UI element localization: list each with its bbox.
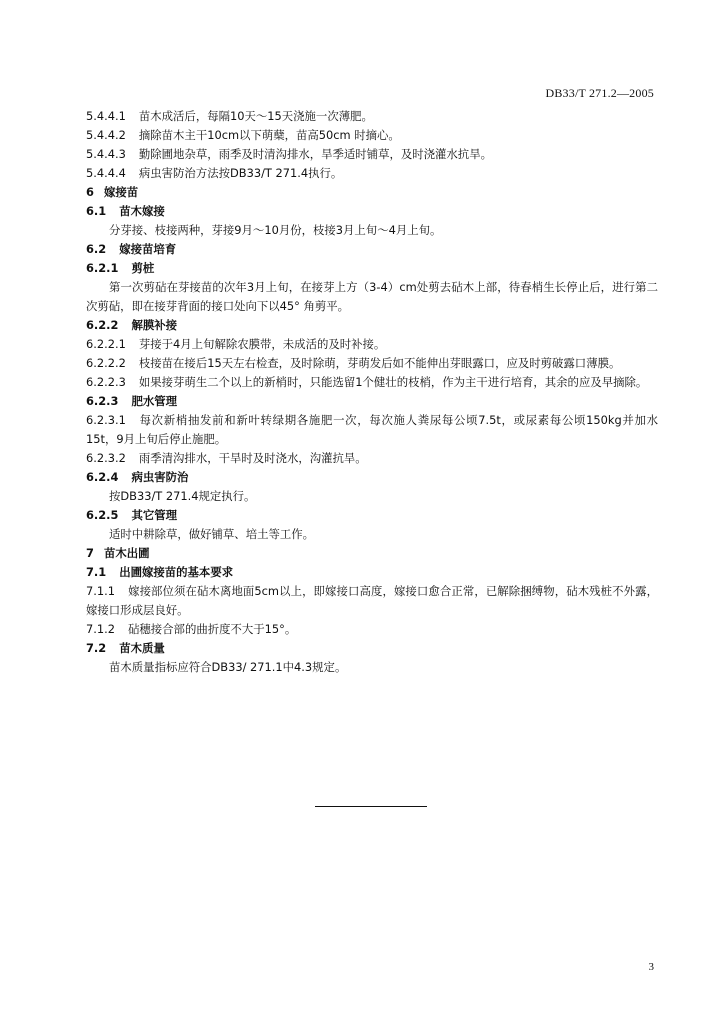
- section-number: 7.1: [86, 565, 107, 579]
- clause-text: 每次新梢抽发前和新叶转绿期各施肥一次，每次施人粪尿每公顷7.5t，或尿素每公顷150kg并加水15t，9月上旬后停止施肥。: [86, 413, 658, 446]
- end-rule: [315, 806, 427, 807]
- paragraph-6-2-4: 按DB33/T 271.4规定执行。: [109, 489, 256, 503]
- section-heading-6: [86, 183, 658, 202]
- clause-7-1-1: [86, 582, 658, 620]
- section-heading-7: [86, 544, 658, 563]
- clause-number: 5.4.4.2: [86, 128, 126, 142]
- clause-5-4-4-2: [86, 126, 658, 145]
- clause-text: 病虫害防治方法按DB33/T 271.4执行。: [138, 166, 343, 180]
- clause-text: 砧穗接合部的曲折度不大于15°。: [127, 622, 297, 636]
- clause-number: 5.4.4.3: [86, 147, 126, 161]
- section-heading-6-2-2: [86, 316, 658, 335]
- clause-5-4-4-1: [86, 107, 658, 126]
- section-title: 嫁接苗: [103, 185, 139, 199]
- section-heading-6-2-3: [86, 392, 658, 411]
- section-title: 病虫害防治: [131, 470, 189, 484]
- paragraph-6-2-5: 适时中耕除草，做好铺草、培土等工作。: [109, 527, 315, 541]
- section-number: 6.2.3: [86, 394, 119, 408]
- section-heading-6-1: [86, 202, 658, 221]
- clause-text: 芽接于4月上旬解除农膜带，未成活的及时补接。: [138, 337, 386, 351]
- clause-number: 6.2.3.1: [86, 413, 126, 427]
- clause-text: 如果接芽萌生二个以上的新梢时，只能选留1个健壮的枝梢，作为主干进行培育，其余的应及早摘除。: [138, 375, 648, 389]
- clause-text: 雨季清沟排水，干旱时及时浇水，沟灌抗旱。: [138, 451, 367, 465]
- section-title: 嫁接苗培育: [119, 242, 177, 256]
- clause-text: 嫁接部位须在砧木离地面5cm以上，即嫁接口高度，嫁接口愈合正常，已解除捆缚物，砧木残桩不外露，嫁接口形成层良好。: [86, 584, 658, 617]
- section-heading-6-2-1: [86, 259, 658, 278]
- section-number: 6.2.1: [86, 261, 119, 275]
- section-number: 6.2.5: [86, 508, 119, 522]
- page-number: 3: [648, 961, 654, 973]
- clause-text: 摘除苗木主干10cm以下萌蘖，苗高50cm 时摘心。: [138, 128, 400, 142]
- section-title: 解膜补接: [131, 318, 178, 332]
- document-code: DB33/T 271.2—2005: [545, 86, 654, 100]
- section-number: 7.2: [86, 641, 107, 655]
- section-number: 6.2.4: [86, 470, 119, 484]
- paragraph-7-2: 苗木质量指标应符合DB33/ 271.1中4.3规定。: [109, 660, 347, 674]
- clause-text: 枝接苗在接后15天左右检查，及时除萌，芽萌发后如不能伸出芽眼露口，应及时剪破露口薄膜。: [138, 356, 621, 370]
- section-title: 出圃嫁接苗的基本要求: [119, 565, 234, 579]
- section-number: 6.2.2: [86, 318, 119, 332]
- clause-number: 7.1.2: [86, 622, 115, 636]
- section-number: 7: [86, 546, 94, 560]
- clause-7-1-2: [86, 620, 658, 639]
- clause-number: 7.1.1: [86, 584, 115, 598]
- section-heading-6-2-4: [86, 468, 658, 487]
- section-heading-7-1: [86, 563, 658, 582]
- section-number: 6.1: [86, 204, 107, 218]
- section-number: 6.2: [86, 242, 107, 256]
- clause-6-2-3-2: [86, 449, 658, 468]
- section-heading-7-2: [86, 639, 658, 658]
- document-body: [86, 107, 658, 677]
- clause-number: 6.2.3.2: [86, 451, 126, 465]
- clause-number: 6.2.2.2: [86, 356, 126, 370]
- clause-6-2-3-1: [86, 411, 658, 449]
- clause-number: 5.4.4.4: [86, 166, 126, 180]
- paragraph-6-2-1: 第一次剪砧在芽接苗的次年3月上旬，在接芽上方（3-4）cm处剪去砧木上部，待春梢生长停止后，进行第二次剪砧，即在接芽背面的接口处向下以45° 角剪平。: [86, 280, 658, 313]
- section-number: 6: [86, 185, 94, 199]
- clause-6-2-2-2: [86, 354, 658, 373]
- clause-5-4-4-4: [86, 164, 658, 183]
- section-title: 剪桩: [131, 261, 155, 275]
- section-heading-6-2: [86, 240, 658, 259]
- clause-number: 6.2.2.3: [86, 375, 126, 389]
- clause-text: 苗木成活后，每隔10天～15天浇施一次薄肥。: [138, 109, 373, 123]
- section-title: 苗木出圃: [103, 546, 150, 560]
- clause-6-2-2-1: [86, 335, 658, 354]
- clause-number: 5.4.4.1: [86, 109, 126, 123]
- clause-6-2-2-3: [86, 373, 658, 392]
- clause-text: 勤除圃地杂草，雨季及时清沟排水，旱季适时铺草，及时浇灌水抗旱。: [138, 147, 492, 161]
- section-heading-6-2-5: [86, 506, 658, 525]
- section-title: 苗木嫁接: [119, 204, 165, 218]
- clause-number: 6.2.2.1: [86, 337, 126, 351]
- paragraph-6-1: 分芽接、枝接两种，芽接9月～10月份，枝接3月上旬～4月上旬。: [109, 223, 442, 237]
- clause-5-4-4-3: [86, 145, 658, 164]
- section-title: 苗木质量: [119, 641, 165, 655]
- section-title: 其它管理: [131, 508, 178, 522]
- section-title: 肥水管理: [131, 394, 178, 408]
